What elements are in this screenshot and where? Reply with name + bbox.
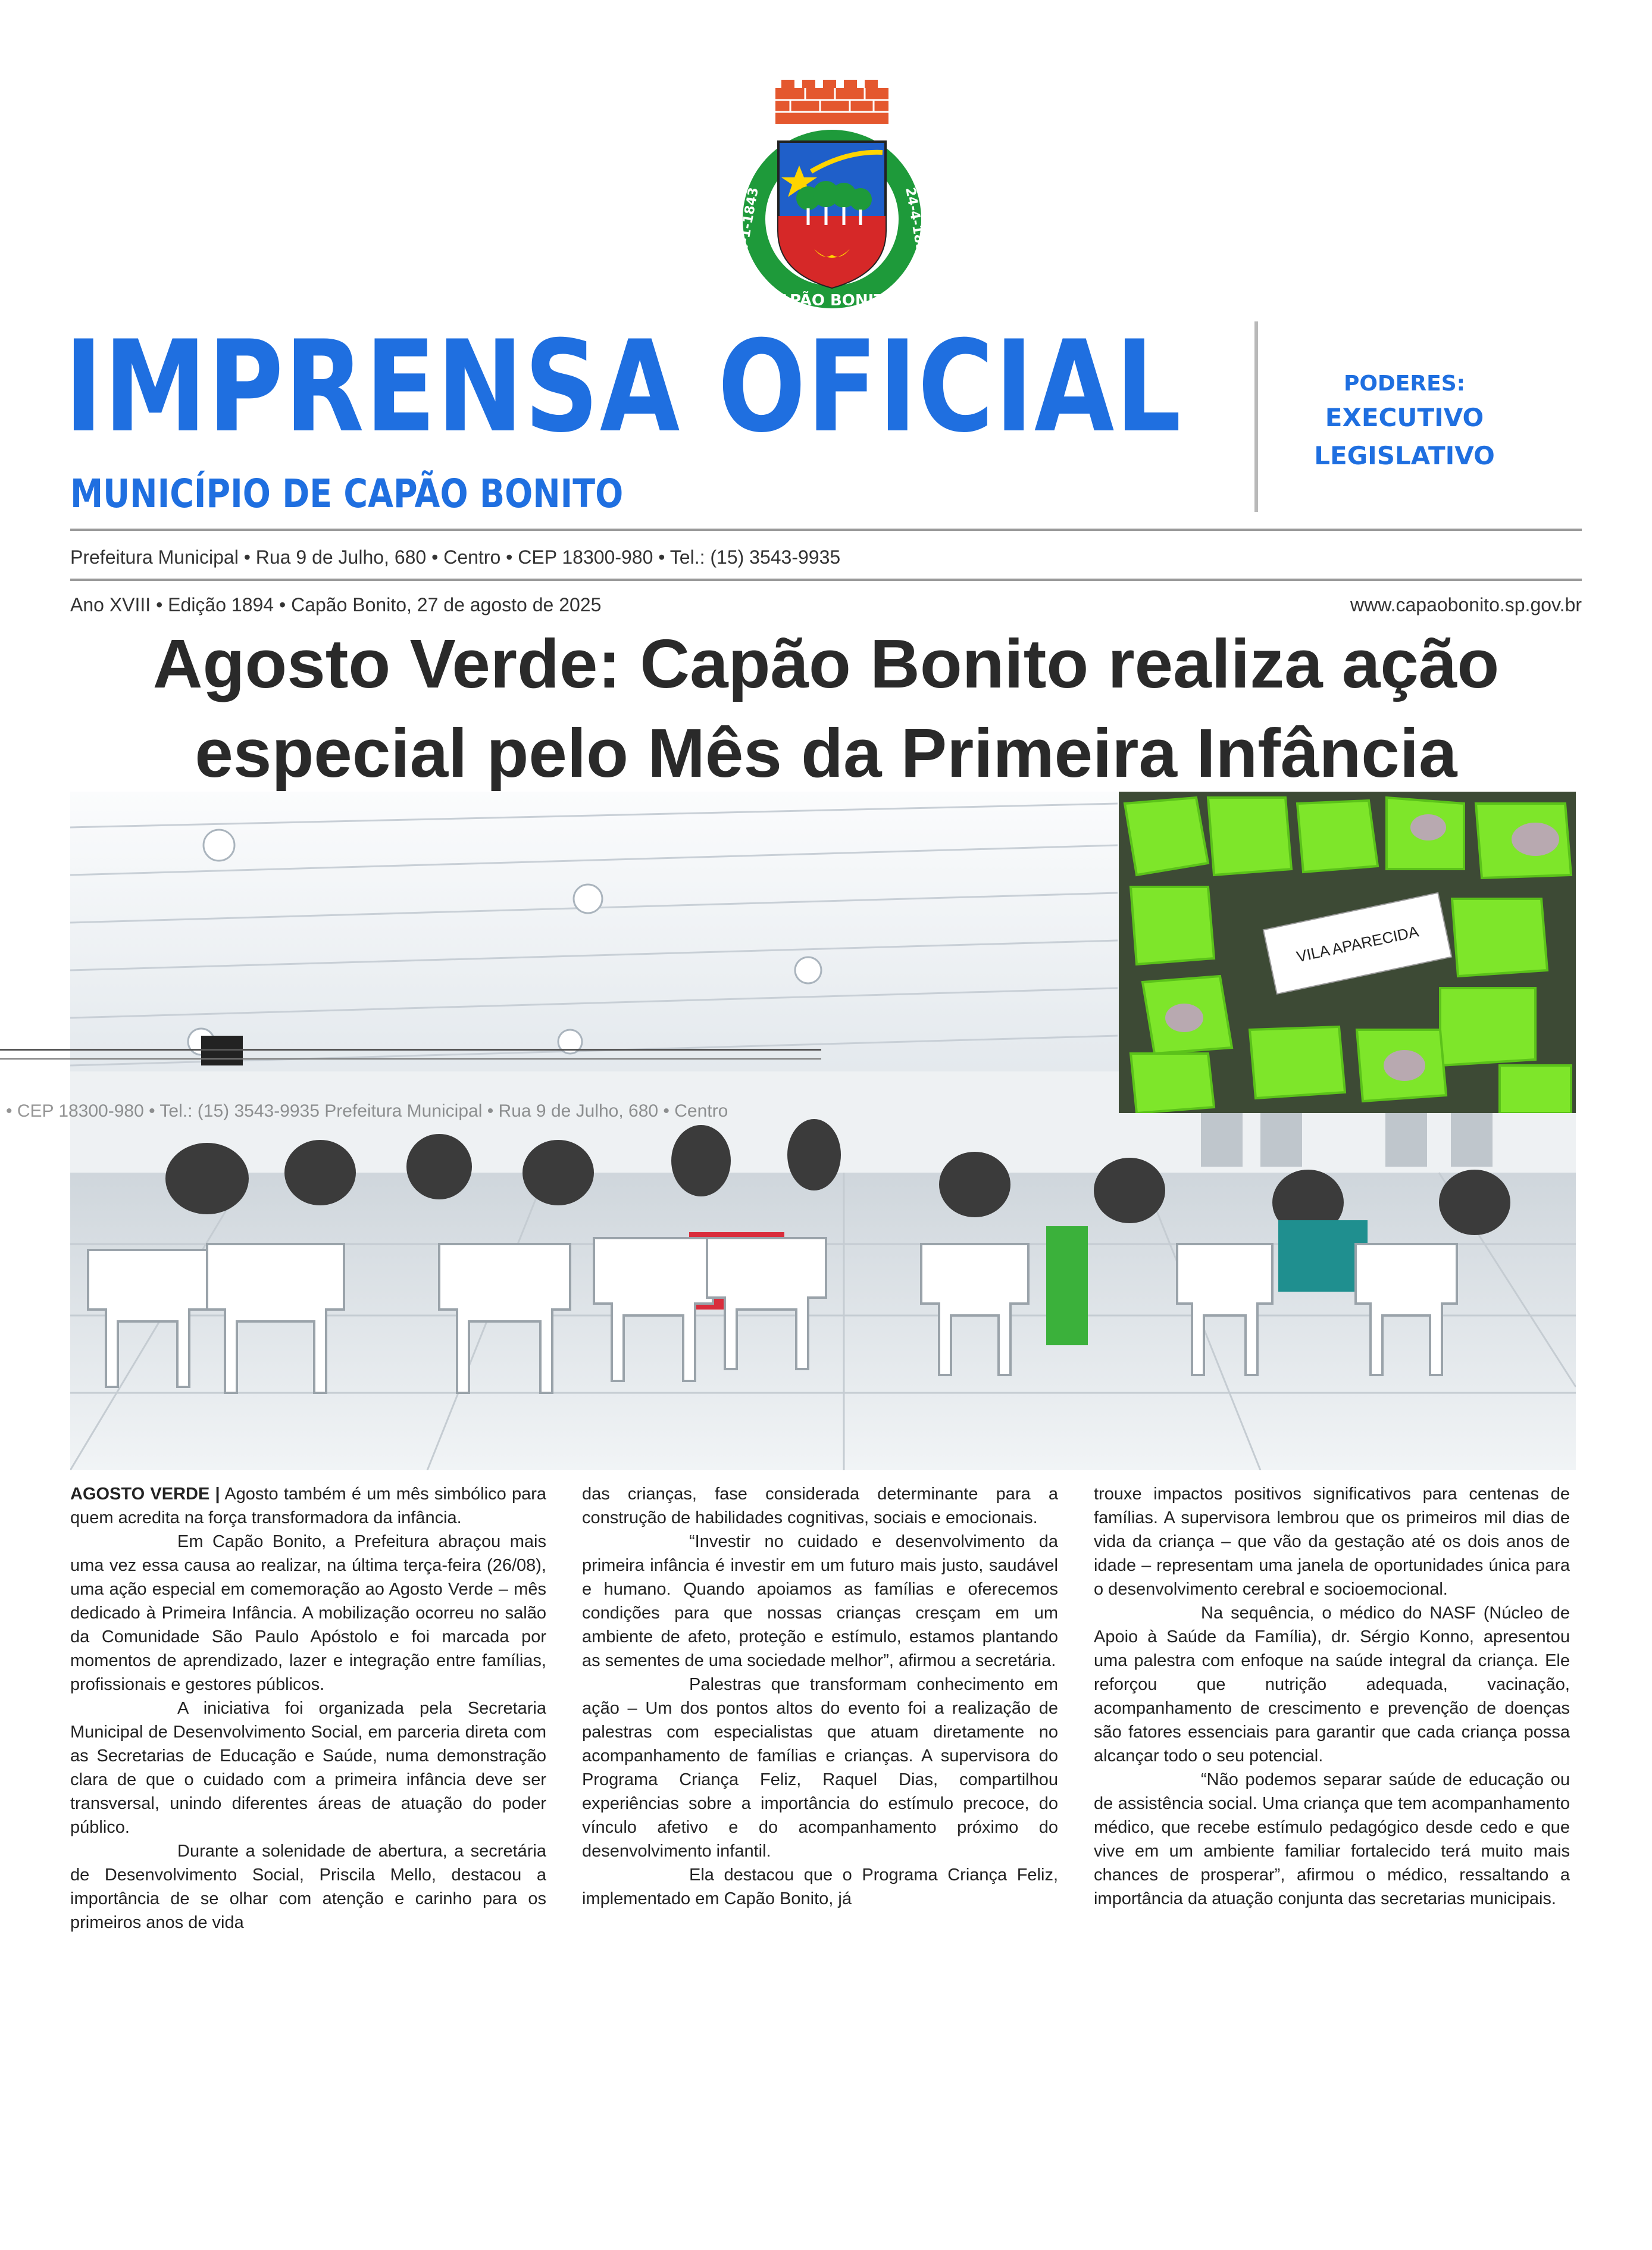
paragraph: Palestras que transformam conhecimento em ação – Um dos pontos altos do evento foi a realização de palestras com especialistas que atuam diretamente no acompanhamento de famílias e crianças. A supervisora do Programa Criança Feliz, Raquel Dias, compartilhou experiências sobre a importância do estímulo precoce, do vínculo afetivo e do acompanhamento próximo do desenvolvimento infantil.: [582, 1675, 1058, 1861]
gift-bags-photo: [1119, 792, 1576, 1113]
power-legislative: LEGISLATIVO: [1314, 441, 1495, 470]
masthead-divider: [1254, 321, 1258, 512]
scan-artifact-line: [0, 1049, 821, 1051]
paragraph: trouxe impactos positivos significativos para centenas de famílias. A supervisora lembrou que os primeiros mil dias de vida da criança – que vão da gestação até os dois anos de idade – representam uma janela de oportunidades única para o desenvolvimento cerebral e socioemocional.: [1094, 1485, 1570, 1599]
paragraph: Em Capão Bonito, a Prefeitura abraçou mais uma vez essa causa ao realizar, na última terça-feira (26/08), uma ação especial em comemoração ao Agosto Verde – mês dedicado à Primeira Infância. A mobilização ocorreu no salão da Comunidade São Paulo Apóstolo e foi marcada por momentos de aprendizado, lazer e integração entre famílias, profissionais e gestores públicos.: [70, 1532, 546, 1694]
masthead-subtitle: MUNICÍPIO DE CAPÃO BONITO: [70, 471, 624, 517]
masthead-title: IMPRENSA OFICIAL: [64, 313, 1182, 460]
edition-line: Ano XVIII • Edição 1894 • Capão Bonito, 27 de agosto de 2025: [70, 594, 602, 615]
power-executive: EXECUTIVO: [1325, 403, 1484, 432]
article-lead-label: AGOSTO VERDE |: [70, 1485, 220, 1504]
paragraph: das crianças, fase considerada determinante para a construção de habilidades cognitivas, sociais e emocionais.: [582, 1485, 1058, 1527]
article-column-3: [1094, 1482, 1570, 1911]
paragraph: “Investir no cuidado e desenvolvimento da primeira infância é investir em um futuro mais justo, saudável e humano. Quando apoiamos as famílias e oferecemos condições para que nossas crianças cresçam em um ambiente de afeto, proteção e estímulo, estamos plantando as sementes de uma sociedade melhor”, afirmou a secretária.: [582, 1532, 1058, 1670]
header-rule-top: [70, 529, 1582, 531]
header-rule-mid: [70, 579, 1582, 581]
municipal-coat-of-arms: [716, 76, 948, 314]
powers-label: PODERES:: [1343, 371, 1466, 396]
paragraph: “Não podemos separar saúde de educação ou de assistência social. Uma criança que tem acompanhamento médico, que recebe estímulo pedagógico desde cedo e que vive em um ambiente familiar fortalecido terá muito mais chances de prosperar”, afirmou o médico, ressaltando a importância da atuação conjunta das secretarias municipais.: [1094, 1770, 1570, 1908]
paragraph-text: Agosto também é um mês simbólico para quem acredita na força transformadora da infância.: [70, 1485, 546, 1527]
inset-card-label: VILA APARECIDA: [1294, 922, 1421, 966]
article-column-2: [582, 1482, 1058, 1911]
paragraph: Durante a solenidade de abertura, a secretária de Desenvolvimento Social, Priscila Mello, destacou a importância de se olhar com atenção e carinho para os primeiros anos de vida: [70, 1842, 546, 1932]
crest-date-left: 24-1-1843: [734, 186, 762, 262]
website-link[interactable]: www.capaobonito.sp.gov.br: [1350, 594, 1582, 615]
article-headline: Agosto Verde: Capão Bonito realiza ação especial pelo Mês da Primeira Infância: [152, 625, 1500, 792]
scan-artifact-line: [0, 1058, 821, 1060]
crest-date-right: 24-4-1857: [902, 186, 930, 262]
paragraph: [70, 1482, 546, 1530]
article-column-1: [70, 1482, 546, 1935]
paragraph: A iniciativa foi organizada pela Secretaria Municipal de Desenvolvimento Social, em parceria direta com as Secretarias de Educação e Saúde, numa demonstração clara de que o cuidado com a primeira infância deve ser transversal, unindo diferentes áreas de atuação do poder público.: [70, 1699, 546, 1837]
paragraph: Na sequência, o médico do NASF (Núcleo de Apoio à Saúde da Família), dr. Sérgio Konno, apresentou uma palestra com enfoque na saúde integral da criança. Ele reforçou que nutrição adequada, vacinação, acompanhamento de crescimento e prevenção de doenças são fatores essenciais para garantir que cada criança possa alcançar todo o seu potencial.: [1094, 1604, 1570, 1765]
scan-ghost-text: • CEP 18300-980 • Tel.: (15) 3543-9935 Prefeitura Municipal • Rua 9 de Julho, 680 • Centro: [6, 1101, 728, 1121]
crest-motto: CAPÃO BONITO: [766, 292, 898, 310]
paragraph: Ela destacou que o Programa Criança Feliz, implementado em Capão Bonito, já: [582, 1865, 1058, 1908]
address-line: Prefeitura Municipal • Rua 9 de Julho, 680 • Centro • CEP 18300-980 • Tel.: (15) 3543-9935: [70, 546, 841, 568]
powers-box: [1274, 369, 1535, 475]
